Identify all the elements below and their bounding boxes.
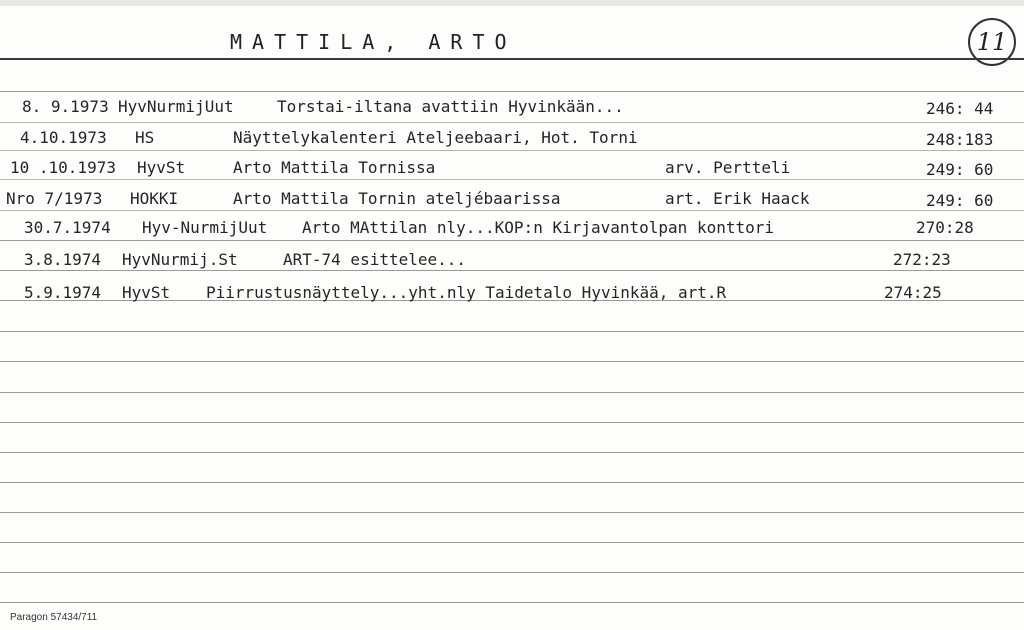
card-title: MATTILA, ARTO — [230, 30, 517, 54]
entry-date: 10 .10.1973 — [10, 158, 116, 177]
header-rule — [0, 58, 1024, 60]
ruled-line — [0, 331, 1024, 332]
ruled-line — [0, 91, 1024, 92]
ruled-line — [0, 270, 1024, 271]
ruled-line — [0, 361, 1024, 362]
entry-text: Arto Mattila Tornissa — [233, 158, 436, 177]
entry-date: Nro 7/1973 — [6, 189, 103, 208]
entry-text: Arto Mattila Tornin ateljébaarissa — [233, 189, 561, 208]
entry-ref: 270:28 — [916, 218, 974, 237]
entry-source: HyvSt — [137, 158, 186, 177]
ruled-line — [0, 572, 1024, 573]
ruled-line — [0, 150, 1024, 151]
entry-ref: 249: 60 — [926, 191, 994, 210]
entry-ref: 246: 44 — [926, 99, 994, 118]
entry-text: Arto MAttilan nly...KOP:n Kirjavantolpan konttori — [302, 218, 775, 237]
ruled-line — [0, 542, 1024, 543]
ruled-line — [0, 122, 1024, 123]
ruled-line — [0, 512, 1024, 513]
ruled-line — [0, 602, 1024, 603]
entry-source: HyvNurmij.St — [122, 250, 238, 269]
entry-date: 5.9.1974 — [24, 283, 102, 302]
card-number-circle: 11 — [968, 18, 1016, 66]
ruled-line — [0, 422, 1024, 423]
ruled-line — [0, 452, 1024, 453]
entry-text: Torstai-iltana avattiin Hyvinkään... — [277, 97, 624, 116]
entry-source: HOKKI — [130, 189, 179, 208]
entry-extra: arv. Pertteli — [665, 158, 791, 177]
entry-date: 4.10.1973 — [20, 128, 107, 147]
ruled-line — [0, 392, 1024, 393]
entry-ref: 248:183 — [926, 130, 994, 149]
entry-date: 3.8.1974 — [24, 250, 102, 269]
entry-ref: 249: 60 — [926, 160, 994, 179]
entry-source: HyvSt — [122, 283, 171, 302]
ruled-line — [0, 240, 1024, 241]
entry-date: 8. 9.1973 — [22, 97, 109, 116]
entry-source: HyvNurmijUut — [118, 97, 234, 116]
ruled-line — [0, 179, 1024, 180]
entry-date: 30.7.1974 — [24, 218, 111, 237]
entry-text: ART-74 esittelee... — [283, 250, 467, 269]
card-top-edge — [0, 0, 1024, 6]
card-footer-imprint: Paragon 57434/711 — [10, 612, 98, 623]
ruled-line — [0, 210, 1024, 211]
ruled-line — [0, 482, 1024, 483]
entry-text: Piirrustusnäyttely...yht.nly Taidetalo Hyvinkää, art.R — [206, 283, 727, 302]
entry-source: Hyv-NurmijUut — [142, 218, 268, 237]
entry-ref: 274:25 — [884, 283, 942, 302]
entry-text: Näyttelykalenteri Ateljeebaari, Hot. Torni — [233, 128, 638, 147]
entry-extra: art. Erik Haack — [665, 189, 810, 208]
entry-source: HS — [135, 128, 155, 147]
entry-ref: 272:23 — [893, 250, 951, 269]
